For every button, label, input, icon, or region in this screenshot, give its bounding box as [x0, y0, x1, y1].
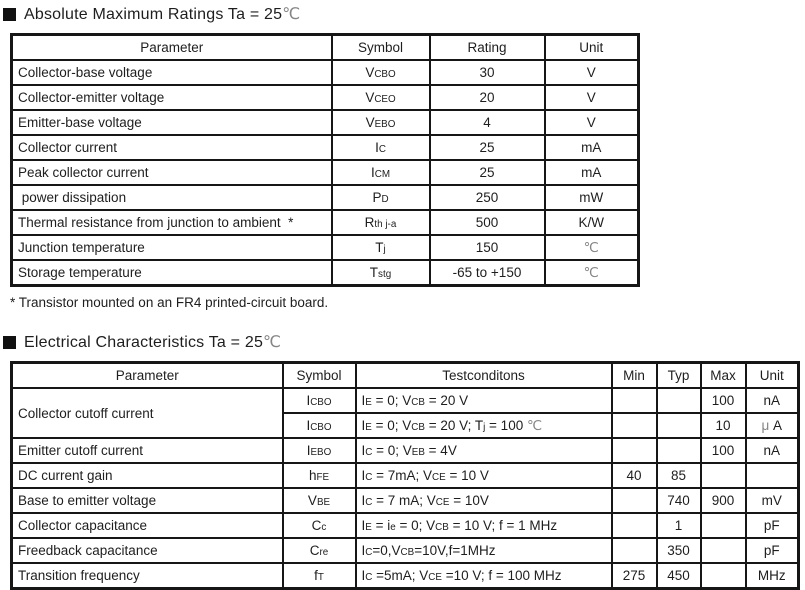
param-cell: [12, 210, 332, 235]
electrical-characteristics-table: [10, 361, 800, 590]
text: 25: [479, 140, 495, 155]
unit-cell: [545, 110, 639, 135]
text: I: [361, 568, 366, 583]
text: 85: [670, 468, 687, 483]
column-header-unit: Unit: [746, 363, 799, 389]
text: V: [365, 65, 375, 80]
rating-cell: [430, 110, 545, 135]
header-row: [12, 35, 639, 61]
text: f: [314, 568, 318, 583]
unit-cell: [545, 185, 639, 210]
param-cell: [12, 513, 283, 538]
rating-cell: [430, 135, 545, 160]
subscript: c: [321, 522, 327, 533]
muted-glyph: ℃: [263, 334, 282, 351]
unit-cell: [545, 260, 639, 286]
param-cell: [12, 463, 283, 488]
typ-cell: [657, 463, 701, 488]
table-row: [12, 110, 639, 135]
text: Collector cutoff current: [18, 405, 154, 421]
table-row: [12, 210, 639, 235]
subscript: CE: [432, 472, 446, 483]
text: pF: [763, 543, 780, 558]
text: I: [306, 418, 311, 433]
symbol-cell: [332, 110, 430, 135]
table-row: [12, 563, 799, 589]
text: -65 to +150: [452, 265, 522, 280]
text: T: [369, 265, 379, 280]
max-cell: [701, 413, 746, 438]
subscript: FE: [316, 472, 330, 483]
typ-cell: [657, 388, 701, 413]
param-cell: [12, 438, 283, 463]
text: I: [306, 443, 311, 458]
subscript: e: [390, 522, 396, 533]
text: 275: [622, 568, 646, 583]
rating-cell: [430, 210, 545, 235]
text: h: [308, 468, 317, 483]
text: V: [365, 90, 375, 105]
text: Collector-emitter voltage: [18, 90, 165, 105]
subscript: BE: [316, 497, 331, 508]
section-title-text: [24, 4, 300, 24]
column-header-min: Min: [612, 363, 657, 389]
text: = 10V: [449, 493, 489, 508]
max-cell: [701, 463, 746, 488]
typ-cell: [657, 563, 701, 589]
param-cell: [12, 85, 332, 110]
param-cell: [12, 563, 283, 589]
text: mA: [581, 140, 602, 155]
text: I: [361, 518, 366, 533]
text: =10 V; f = 100 MHz: [441, 568, 562, 583]
text: A: [773, 418, 783, 433]
text: DC current gain: [18, 468, 113, 483]
param-cell: [12, 160, 332, 185]
header-row: [12, 363, 799, 389]
subscript: CB: [411, 421, 425, 433]
symbol-cell: [283, 488, 356, 513]
subscript: EBO: [310, 447, 332, 458]
text: = 10 V; f = 1 MHz: [448, 518, 558, 533]
min-cell: [612, 538, 657, 563]
text: = 20 V: [424, 393, 469, 408]
text: = 0; V: [371, 393, 412, 408]
symbol-cell: [283, 463, 356, 488]
text: P: [372, 190, 382, 205]
table-footnote: * Transistor mounted on an FR4 printed-circuit board.: [10, 295, 329, 310]
text: I: [361, 417, 366, 433]
text: Collector capacitance: [18, 518, 148, 533]
typ-cell: [657, 538, 701, 563]
text: I: [370, 165, 375, 180]
param-cell: [12, 235, 332, 260]
symbol-cell: [332, 185, 430, 210]
text: = 20 V; T: [424, 417, 484, 433]
text: 25: [479, 165, 495, 180]
text: = 7mA; V: [372, 468, 433, 483]
cond-cell: [356, 538, 612, 563]
datasheet-page: [0, 4, 805, 590]
symbol-cell: [283, 438, 356, 463]
text: Base to emitter voltage: [18, 493, 157, 508]
text: T: [375, 240, 384, 255]
text: 350: [667, 543, 690, 558]
unit-cell: [545, 135, 639, 160]
unit-cell: [746, 413, 799, 438]
unit-cell: [746, 388, 799, 413]
text: Transition frequency: [18, 568, 140, 583]
subscript: D: [381, 194, 389, 205]
cond-cell: [356, 413, 612, 438]
text: I: [361, 468, 366, 483]
muted-glyph: ℃: [526, 417, 543, 433]
table-row: [12, 438, 799, 463]
table-row: [12, 235, 639, 260]
typ-cell: [657, 438, 701, 463]
text: 150: [475, 240, 499, 255]
text: MHz: [757, 568, 786, 583]
text: 740: [667, 493, 690, 508]
table-row: [12, 513, 799, 538]
unit-cell: [746, 538, 799, 563]
text: =0,V: [372, 543, 401, 558]
text: I: [361, 543, 366, 558]
max-cell: [701, 438, 746, 463]
column-header-parameter: Parameter: [12, 35, 332, 61]
text: 100: [711, 393, 735, 408]
text: mV: [761, 493, 782, 508]
text: 10: [715, 418, 731, 433]
text: Freedback capacitance: [18, 543, 158, 558]
column-header-unit: Unit: [545, 35, 639, 61]
typ-cell: [657, 413, 701, 438]
symbol-cell: [332, 160, 430, 185]
symbol-cell: [332, 135, 430, 160]
subscript: EB: [411, 447, 425, 458]
subscript: CBO: [374, 69, 396, 80]
text: Collector-base voltage: [18, 65, 153, 80]
symbol-cell: [332, 60, 430, 85]
unit-cell: [746, 513, 799, 538]
text: Junction temperature: [18, 240, 145, 255]
rating-cell: [430, 60, 545, 85]
subscript: C: [365, 572, 373, 583]
text: 20: [479, 90, 495, 105]
text: 500: [475, 215, 499, 230]
subscript: C: [378, 144, 386, 155]
text: = 10 V: [445, 468, 489, 483]
param-cell: [12, 185, 332, 210]
text: Emitter-base voltage: [18, 115, 142, 130]
text: C: [311, 518, 322, 533]
table-row: [12, 538, 799, 563]
table-row: [12, 60, 639, 85]
text: 40: [626, 468, 642, 483]
column-header-max: Max: [701, 363, 746, 389]
text: mA: [581, 165, 602, 180]
text: =5mA; V: [372, 568, 429, 583]
muted-glyph: ℃: [583, 264, 599, 280]
max-cell: [701, 538, 746, 563]
text: = 4V: [424, 443, 457, 458]
subscript: C: [365, 472, 373, 483]
rating-cell: [430, 260, 545, 286]
text: 1: [674, 518, 683, 533]
text: 900: [711, 493, 735, 508]
text: = i: [371, 518, 391, 533]
max-cell: [701, 488, 746, 513]
text: power dissipation: [18, 190, 127, 205]
text: nA: [763, 443, 780, 458]
max-cell: [701, 388, 746, 413]
muted-glyph: ℃: [282, 6, 301, 23]
text: 4: [483, 115, 491, 130]
typ-cell: [657, 513, 701, 538]
param-cell: [12, 488, 283, 513]
section-title-absolute-maximum-ratings: [3, 4, 805, 24]
black-square-bullet-icon: [3, 8, 16, 21]
text: I: [361, 393, 366, 408]
unit-cell: [746, 463, 799, 488]
max-cell: [701, 513, 746, 538]
column-header-rating: Rating: [430, 35, 545, 61]
table-row: [12, 185, 639, 210]
subscript: th j-a: [374, 219, 397, 230]
text: 450: [667, 568, 690, 583]
column-header-parameter: Parameter: [12, 363, 283, 389]
cond-cell: [356, 563, 612, 589]
text: I: [375, 140, 379, 155]
text: Electrical Characteristics Ta = 25: [24, 334, 264, 351]
cond-cell: [356, 388, 612, 413]
text: Storage temperature: [18, 265, 142, 280]
subscript: T: [317, 572, 324, 583]
subscript: EBO: [374, 119, 396, 130]
min-cell: [612, 488, 657, 513]
min-cell: [612, 388, 657, 413]
subscript: re: [319, 547, 329, 558]
text: R: [364, 215, 375, 230]
column-header-typ: Typ: [657, 363, 701, 389]
text: pF: [763, 518, 780, 533]
table-row: [12, 463, 799, 488]
subscript: E: [365, 522, 372, 533]
table-row: [12, 160, 639, 185]
symbol-cell: [283, 563, 356, 589]
text: = 0; V: [395, 518, 436, 533]
text: 100: [711, 443, 735, 458]
text: 30: [479, 65, 495, 80]
min-cell: [612, 563, 657, 589]
text: 250: [475, 190, 499, 205]
black-square-bullet-icon: [3, 336, 16, 349]
unit-cell: [545, 85, 639, 110]
symbol-cell: [283, 513, 356, 538]
text: Thermal resistance from junction to ambient *: [18, 215, 294, 230]
subscript: CM: [374, 169, 391, 180]
table-row: [12, 488, 799, 513]
param-cell: [12, 260, 332, 286]
text: = 0; V: [371, 417, 412, 433]
min-cell: [612, 513, 657, 538]
subscript: C: [365, 497, 373, 508]
table-row: [12, 135, 639, 160]
text: nA: [763, 393, 780, 408]
symbol-cell: [332, 260, 430, 286]
text: I: [306, 393, 311, 408]
cond-cell: [356, 513, 612, 538]
symbol-cell: [283, 413, 356, 438]
typ-cell: [657, 488, 701, 513]
absolute-maximum-ratings-table: [10, 33, 640, 287]
subscript: stg: [378, 269, 392, 280]
param-cell: [12, 60, 332, 85]
unit-cell: [746, 438, 799, 463]
unit-cell: [545, 160, 639, 185]
cond-cell: [356, 438, 612, 463]
subscript: CBO: [310, 397, 332, 408]
text: V: [365, 115, 375, 130]
rating-cell: [430, 85, 545, 110]
max-cell: [701, 563, 746, 589]
subscript: j: [383, 244, 386, 255]
text: =10V,f=1MHz: [414, 543, 496, 558]
subscript: CE: [435, 497, 450, 508]
column-header-testconditons: Testconditons: [356, 363, 612, 389]
text: V: [586, 90, 596, 105]
param-cell: [12, 135, 332, 160]
section-title-electrical-characteristics: [3, 332, 805, 352]
param-cell: [12, 388, 283, 438]
column-header-symbol: Symbol: [283, 363, 356, 389]
muted-glyph: μ: [761, 418, 773, 433]
table-row: [12, 260, 639, 286]
symbol-cell: [283, 388, 356, 413]
symbol-cell: [283, 538, 356, 563]
subscript: C: [365, 447, 373, 458]
text: V: [586, 115, 596, 130]
text: C: [309, 543, 320, 558]
muted-glyph: ℃: [583, 239, 599, 255]
rating-cell: [430, 160, 545, 185]
text: Absolute Maximum Ratings Ta = 25: [24, 6, 283, 23]
subscript: CBO: [310, 422, 332, 433]
text: I: [361, 443, 366, 458]
text: Peak collector current: [18, 165, 149, 180]
min-cell: [612, 413, 657, 438]
unit-cell: [746, 488, 799, 513]
param-cell: [12, 538, 283, 563]
cond-cell: [356, 463, 612, 488]
cond-cell: [356, 488, 612, 513]
symbol-cell: [332, 85, 430, 110]
text: I: [361, 493, 366, 508]
table-row: [12, 85, 639, 110]
text: = 100: [485, 417, 527, 433]
symbol-cell: [332, 210, 430, 235]
unit-cell: [545, 60, 639, 85]
subscript: E: [365, 421, 372, 433]
section-title-text: [24, 332, 281, 352]
subscript: CE: [428, 572, 442, 583]
column-header-symbol: Symbol: [332, 35, 430, 61]
text: Emitter cutoff current: [18, 443, 144, 458]
subscript: CEO: [374, 94, 396, 105]
unit-cell: [545, 210, 639, 235]
subscript: j: [483, 421, 486, 433]
unit-cell: [746, 563, 799, 589]
text: mW: [579, 190, 604, 205]
text: Collector current: [18, 140, 118, 155]
rating-cell: [430, 235, 545, 260]
min-cell: [612, 463, 657, 488]
text: V: [307, 493, 317, 508]
text: K/W: [578, 215, 604, 230]
subscript: CB: [435, 522, 449, 533]
text: = 7 mA; V: [372, 493, 436, 508]
rating-cell: [430, 185, 545, 210]
min-cell: [612, 438, 657, 463]
param-cell: [12, 110, 332, 135]
table-row: [12, 388, 799, 413]
subscript: E: [365, 397, 372, 408]
text: = 0; V: [372, 443, 412, 458]
subscript: CB: [411, 397, 425, 408]
subscript: C: [365, 547, 373, 558]
text: V: [586, 65, 596, 80]
unit-cell: [545, 235, 639, 260]
subscript: CB: [400, 547, 415, 558]
symbol-cell: [332, 235, 430, 260]
